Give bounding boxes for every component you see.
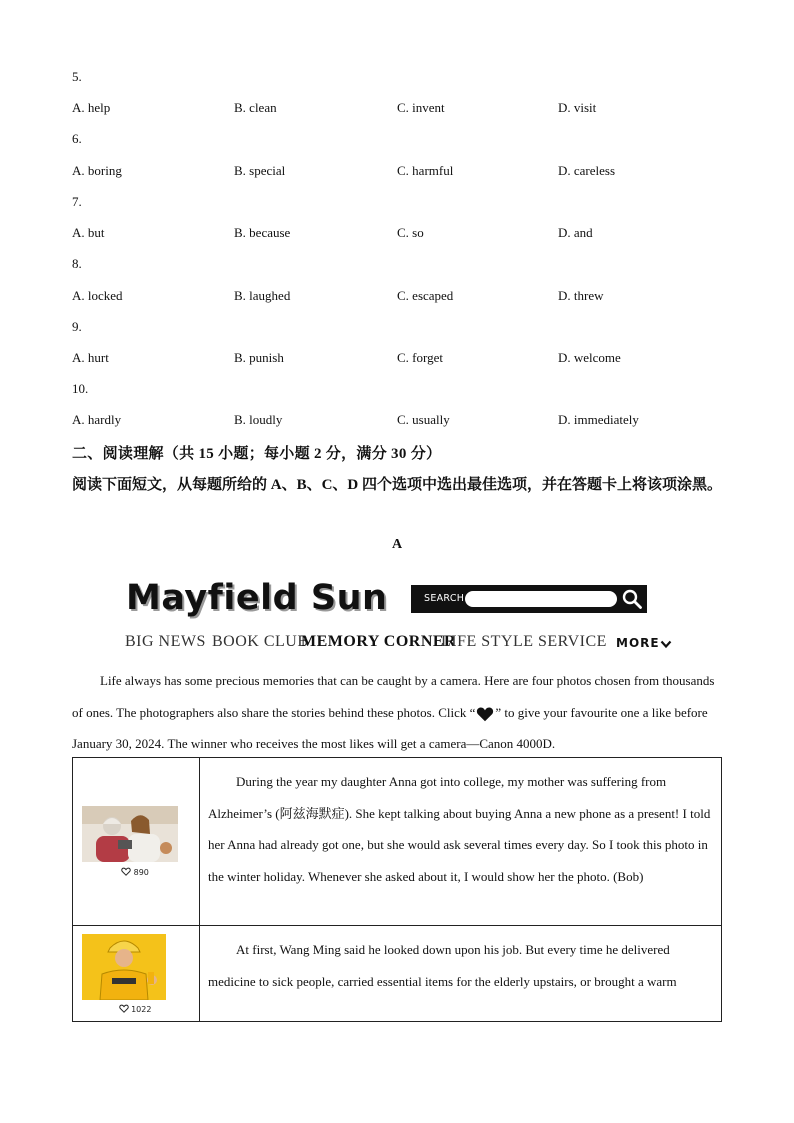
likes-value: 1022: [131, 1005, 152, 1014]
passage-label: A: [391, 537, 403, 552]
option-b: B. loudly: [234, 412, 283, 427]
search-icon[interactable]: [621, 588, 643, 610]
option-a: A. locked: [72, 288, 123, 303]
option-c: C. forget: [397, 350, 443, 365]
likes-count[interactable]: [73, 1004, 197, 1014]
table-row: [73, 758, 722, 926]
option-b: B. laughed: [234, 288, 291, 303]
photo-table: [72, 757, 722, 1022]
option-c: C. so: [397, 225, 424, 240]
photo-cell: [73, 926, 200, 1022]
nav-memory-corner[interactable]: MEMORY CORNER: [301, 633, 457, 650]
option-a: A. hurt: [72, 350, 109, 365]
option-b: B. because: [234, 225, 291, 240]
question-5-number: 5.: [72, 69, 82, 84]
heart-icon: [476, 706, 494, 722]
question-7-options: [72, 225, 732, 245]
question-7-number: 7.: [72, 194, 82, 209]
option-d: D. welcome: [558, 350, 621, 365]
intro-paragraph: [72, 665, 724, 760]
nav-life-style[interactable]: LIFE STYLE: [441, 633, 534, 650]
option-d: D. immediately: [558, 412, 639, 427]
question-6-options: [72, 163, 732, 183]
story-cell: [200, 926, 722, 1022]
question-8-number: 8.: [72, 256, 82, 271]
question-9-options: [72, 350, 732, 370]
option-a: A. hardly: [72, 412, 122, 427]
option-b: B. punish: [234, 350, 284, 365]
option-d: D. threw: [558, 288, 604, 303]
nav-book-club[interactable]: BOOK CLUB: [212, 633, 309, 650]
like-heart-icon[interactable]: [121, 867, 131, 876]
search-label: SEARCH: [424, 593, 465, 604]
option-c: C. usually: [397, 412, 450, 427]
photo-delivery-worker: [82, 934, 166, 1000]
question-5-options: [72, 100, 732, 120]
story-text: During the year my daughter Anna got into college, my mother was suffering from Alzheimer’s (阿兹海默症). She kept talking about buying Anna a new phone as a present! I told her Anna had already got one, but she would ask several times every day. So I took this photo in the winter holiday. Whenever she asked about it, I would show her the photo. (Bob): [208, 774, 711, 884]
nav-service[interactable]: SERVICE: [538, 633, 607, 650]
nav-more[interactable]: [616, 636, 672, 650]
story-cell: [200, 758, 722, 926]
question-10-options: [72, 412, 732, 432]
story-text: At first, Wang Ming said he looked down upon his job. But every time he delivered medicine to sick people, carried essential items for the elderly upstairs, or brought a warm: [208, 942, 677, 989]
question-6-number: 6.: [72, 131, 82, 146]
nav-more-label: MORE: [616, 636, 660, 650]
option-d: D. and: [558, 225, 593, 240]
likes-value: 890: [133, 868, 149, 877]
intro-text-end: ” to give your favourite one a like before January 30, 2024. The winner who receives the most likes will get a camera—Canon 4000D.: [72, 704, 708, 751]
option-b: B. clean: [234, 100, 277, 115]
nav-big-news[interactable]: BIG NEWS: [125, 633, 206, 650]
option-a: A. boring: [72, 163, 122, 178]
question-9-number: 9.: [72, 319, 82, 334]
table-row: [73, 926, 722, 1022]
question-8-options: [72, 288, 732, 308]
option-c: C. escaped: [397, 288, 454, 303]
option-d: D. visit: [558, 100, 597, 115]
option-b: B. special: [234, 163, 286, 178]
like-heart-icon[interactable]: [119, 1004, 129, 1013]
photo-grandmother-and-granddaughter: [82, 806, 178, 862]
option-a: A. help: [72, 100, 111, 115]
site-logo: Mayfield Sun: [126, 578, 388, 618]
option-d: D. careless: [558, 163, 616, 178]
section-instruction: 阅读下面短文，从每题所给的 A、B、C、D 四个选项中选出最佳选项，并在答题卡上将该项涂黑。: [72, 477, 723, 493]
search-input[interactable]: [465, 591, 617, 607]
option-c: C. harmful: [397, 163, 454, 178]
chevron-down-icon: [660, 639, 672, 649]
option-a: A. but: [72, 225, 105, 240]
search-bar: [411, 585, 647, 613]
likes-count[interactable]: [73, 867, 197, 877]
intro-text-start: Life always has some precious memories that can be caught by a camera. Here are four photos chosen from thousands of ones. The photographers also share the stories behind these photos. Click “: [72, 673, 715, 720]
question-10-number: 10.: [72, 381, 89, 396]
section-title: 二、阅读理解（共 15 小题；每小题 2 分，满分 30 分）: [72, 446, 442, 462]
photo-cell: [73, 758, 200, 926]
option-c: C. invent: [397, 100, 445, 115]
